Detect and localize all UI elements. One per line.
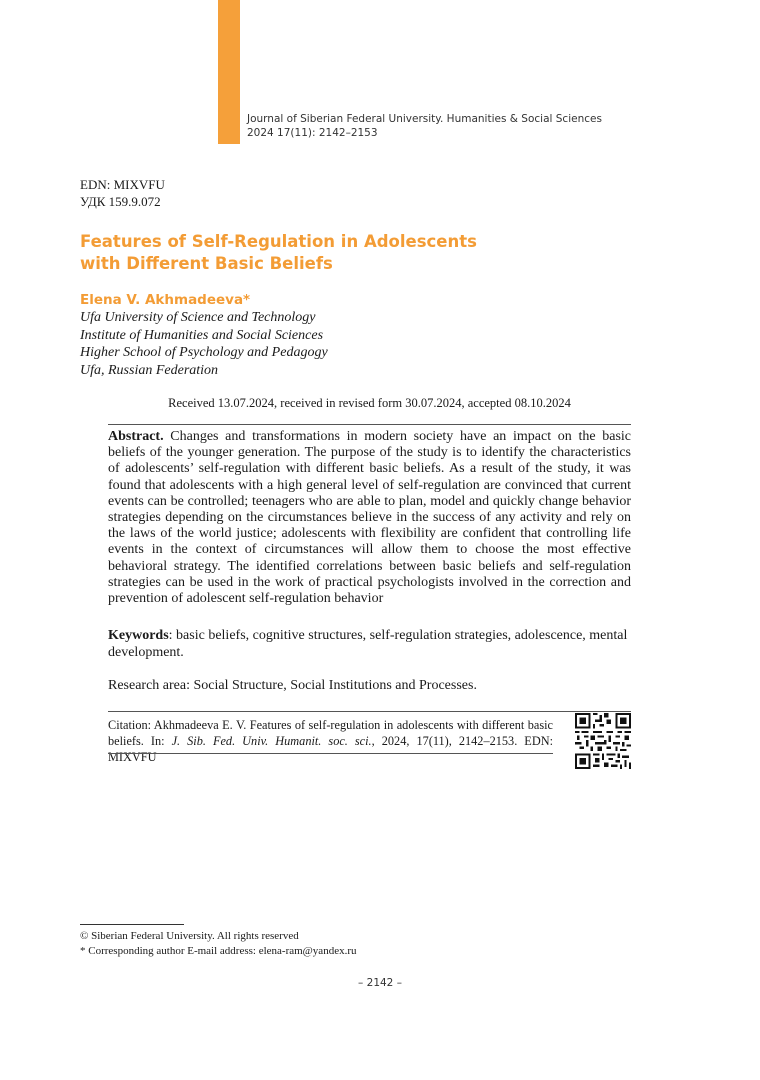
citation-text: Citation: Akhmadeeva E. V. Features of self-regulation in adolescents with different basic beliefs. In: bbox=[108, 718, 553, 748]
citation bbox=[108, 717, 553, 765]
footnote-corresponding: * Corresponding author E-mail address: elena-ram@yandex.ru bbox=[80, 945, 357, 957]
journal-header bbox=[247, 112, 602, 140]
footnote-rule bbox=[80, 924, 184, 925]
citation-suffix: , 2024, 17(11), 2142–2153. EDN: MIXVFU bbox=[108, 734, 553, 764]
affiliation-line: Ufa University of Science and Technology bbox=[80, 310, 316, 325]
author-name: Elena V. Akhmadeeva* bbox=[80, 292, 251, 308]
header-accent-bar bbox=[218, 0, 240, 144]
keywords-text: : basic beliefs, cognitive structures, self-regulation strategies, adolescence, mental development. bbox=[108, 628, 628, 660]
article-title bbox=[80, 231, 600, 275]
edn-id: EDN: MIXVFU bbox=[80, 177, 165, 192]
divider bbox=[108, 711, 631, 712]
keywords-label: Keywords bbox=[108, 628, 169, 643]
received-dates: Received 13.07.2024, received in revised form 30.07.2024, accepted 08.10.2024 bbox=[168, 396, 571, 410]
identifiers bbox=[80, 176, 165, 210]
keywords bbox=[108, 628, 631, 661]
affiliation-line: Institute of Humanities and Social Sciences bbox=[80, 327, 324, 343]
title-line-1: Features of Self-Regulation in Adolescents bbox=[80, 232, 477, 251]
abstract bbox=[108, 429, 631, 607]
footnote-copyright: © Siberian Federal University. All rights reserved bbox=[80, 930, 299, 942]
author-affiliation bbox=[80, 309, 328, 379]
journal-issue: 2024 17(11): 2142–2153 bbox=[247, 127, 378, 139]
qr-code-icon[interactable] bbox=[575, 713, 631, 769]
affiliation-line: Ufa, Russian Federation bbox=[80, 362, 219, 378]
journal-name: Journal of Siberian Federal University. Humanities & Social Sciences bbox=[247, 113, 602, 125]
divider bbox=[108, 753, 553, 754]
divider bbox=[108, 424, 631, 425]
research-area: Research area: Social Structure, Social Institutions and Processes. bbox=[108, 678, 477, 693]
page-number: – 2142 – bbox=[358, 977, 402, 989]
title-line-2: with Different Basic Beliefs bbox=[80, 254, 333, 273]
udk-id: УДК 159.9.072 bbox=[80, 194, 161, 209]
abstract-label: Abstract. bbox=[108, 429, 164, 444]
affiliation-line: Higher School of Psychology and Pedagogy bbox=[80, 345, 328, 360]
abstract-text: Changes and transformations in modern society have an impact on the basic beliefs of the younger generation. The purpose of the study is to identify the characteristics of adolescents’ self-regulation with different basic beliefs. As a result of the study, it was found that adolescents with a high general level of self-regulation are convinced that current events can be controlled; teenagers who are able to plan, model and quickly change behavior strategies depending on the circumstances believe in the success of any activity and rely on the laws of the world justice; adolescents with flexibility are confident that controlling life events in the context of circumstances will allow them to choose the most effective behavioral strategy. The identified correlations between basic beliefs and self-regulation strategies can be used in the work of practical psychologists involved in the correction and prevention of adolescent self-regulation behavior bbox=[108, 429, 631, 607]
citation-journal: J. Sib. Fed. Univ. Humanit. soc. sci. bbox=[171, 734, 372, 748]
